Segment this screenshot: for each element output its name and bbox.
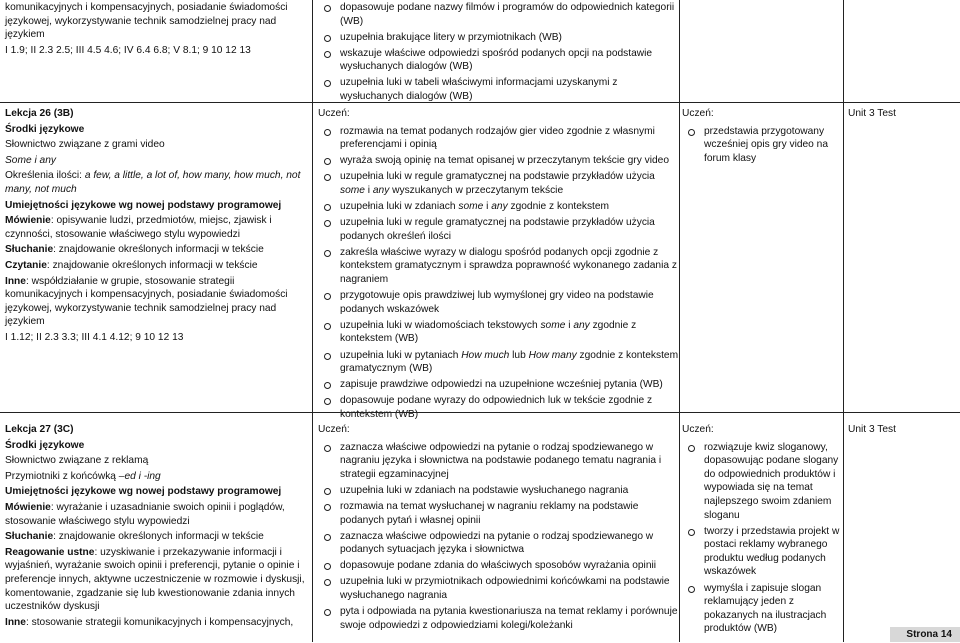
list-item: uzupełnia luki w pytaniach How much lub How many zgodnie z kontekstem gramatycznym (WB) xyxy=(318,349,680,376)
list-item: dopasowuje podane wyrazy do odpowiednich luk w tekście zgodnie z kontekstem (WB) xyxy=(318,394,680,421)
student-label: Uczeń: xyxy=(682,424,714,435)
unit-test: Unit 3 Test xyxy=(848,424,896,435)
reading-desc: : znajdowanie określonych informacji w tekście xyxy=(46,259,258,271)
student-label: Uczeń: xyxy=(318,108,350,119)
speaking-label: Mówienie xyxy=(5,501,51,513)
list-item: przygotowuje opis prawdziwej lub wymyślonej gry video na podstawie podanych wskazówek xyxy=(318,289,680,316)
reacting-text xyxy=(5,546,305,614)
reading-label: Czytanie xyxy=(5,259,47,271)
column-divider xyxy=(679,0,680,642)
quantifiers-lead: Określenia ilości: xyxy=(5,170,85,182)
table-row xyxy=(0,102,960,420)
list-item: uzupełnia luki w wiadomościach tekstowych some i any zgodnie z kontekstem (WB) xyxy=(318,319,680,346)
list-item: wymyśla i zapisuje slogan reklamujący jeden z pokazanych na ilustracjach produktów (WB) xyxy=(682,582,840,636)
other-text xyxy=(5,616,305,630)
unit-test: Unit 3 Test xyxy=(848,108,896,119)
listening-desc: : znajdowanie określonych informacji w tekście xyxy=(53,244,264,256)
extended-objectives-cell xyxy=(682,423,840,638)
list-item: wyraża swoją opinię na temat opisanej w przeczytanym tekście gry video xyxy=(318,154,680,168)
section-heading: Środki językowe xyxy=(5,439,85,451)
grammar-suffixes: –ed i -ing xyxy=(118,470,161,482)
listening-text xyxy=(5,530,305,544)
grammar-lead: Przymiotniki z końcówką xyxy=(5,470,119,482)
list-item: uzupełnia luki w regule gramatycznej na podstawie przykładów użycia podanych określeń ilości xyxy=(318,216,680,243)
list-item: zakreśla właściwe wyrazy w dialogu spośród podanych opcji zgodnie z kontekstem gramatycznym i sprawdza poprawność wykonanego zadania z nagraniem xyxy=(318,246,680,287)
list-item: przedstawia przygotowany wcześniej opis gry video na forum klasy xyxy=(682,125,840,166)
page-number: Strona 14 xyxy=(890,627,960,642)
vocabulary-text: Słownictwo związane z reklamą xyxy=(5,455,149,467)
speaking-text xyxy=(5,214,305,241)
other-desc: : współdziałanie w grupie, stosowanie strategii komunikacyjnych i kompensacyjnych, posiadanie świadomości językowej, wykorzystywanie technik samodzielnej pracy nad językiem xyxy=(5,275,288,328)
section-heading: Umiejętności językowe wg nowej podstawy programowej xyxy=(5,486,282,498)
objectives-list xyxy=(318,125,680,422)
list-item: uzupełnia luki w tabeli właściwymi informacjami uzyskanymi z wysłuchanych dialogów (WB) xyxy=(318,76,680,103)
assessment-cell xyxy=(848,107,956,123)
speaking-desc: : wyrażanie i uzasadnianie swoich opinii i poglądów, stosowanie właściwego stylu wypowiedzi xyxy=(5,501,285,527)
other-text xyxy=(5,275,305,329)
list-item: dopasowuje podane nazwy filmów i programów do odpowiednich kategorii (WB) xyxy=(318,1,680,28)
column-divider xyxy=(843,0,844,642)
list-item: uzupełnia brakujące litery w przymiotnikach (WB) xyxy=(318,31,680,45)
column-divider xyxy=(312,0,313,642)
reacting-desc: : uzyskiwanie i przekazywanie informacji i wyjaśnień, wyrażanie swoich opinii i preferencji, pytanie o opinie i preferencje innych, aktywne uczestniczenie w rozmowie i dyskusji, komentowanie, zgadzanie się lub kwestionowanie zdania innych uczestników dyskusji xyxy=(5,546,305,613)
listening-label: Słuchanie xyxy=(5,531,54,543)
list-item: wskazuje właściwe odpowiedzi spośród podanych opcji na podstawie wysłuchanych dialogów (WB) xyxy=(318,47,680,74)
listening-desc: : znajdowanie określonych informacji w tekście xyxy=(53,531,264,543)
skills-cell xyxy=(5,1,305,59)
assessment-cell xyxy=(848,423,956,439)
curriculum-refs: I 1.9; II 2.3 2.5; III 4.5 4.6; IV 6.4 6.8; V 8.1; 9 10 12 13 xyxy=(5,44,251,56)
objectives-cell xyxy=(318,423,680,635)
speaking-desc: : opisywanie ludzi, przedmiotów, miejsc, zjawisk i czynności, stosowanie właściwego stylu wypowiedzi xyxy=(5,215,272,240)
grammar-text: Some i any xyxy=(5,154,56,166)
other-skills-text: komunikacyjnych i kompensacyjnych, posiadanie świadomości językowej, wykorzystywanie technik samodzielnej pracy nad językiem xyxy=(5,2,288,41)
listening-text xyxy=(5,243,305,257)
list-item: pyta i odpowiada na pytania kwestionariusza na temat reklamy i porównuje swoje odpowiedzi z odpowiedziami kolegi/koleżanki xyxy=(318,605,680,632)
list-item: dopasowuje podane zdania do właściwych sposobów wyrażania opinii xyxy=(318,559,680,573)
other-desc: : stosowanie strategii komunikacyjnych i kompensacyjnych, xyxy=(25,616,294,628)
list-item: zapisuje prawdziwe odpowiedzi na uzupełnione wcześniej pytania (WB) xyxy=(318,378,680,392)
lesson-info-cell xyxy=(5,423,305,631)
vocabulary-text: Słownictwo związane z grami video xyxy=(5,139,165,151)
quantifiers-text xyxy=(5,169,305,196)
speaking-label: Mówienie xyxy=(5,215,51,227)
list-item: rozwiązuje kwiz sloganowy, dopasowując podane slogany do odpowiednich produktów i wypowiada się na temat najlepszego swoim zdaniem sloganu xyxy=(682,441,840,523)
lesson-title: Lekcja 26 (3B) xyxy=(5,108,74,119)
objectives-cell xyxy=(318,107,680,424)
lesson-info-cell xyxy=(5,107,305,347)
list-item: uzupełnia luki w regule gramatycznej na podstawie przykładów użycia some i any wyszukanych w przeczytanym tekście xyxy=(318,170,680,197)
extended-objectives-cell xyxy=(682,107,840,168)
student-label: Uczeń: xyxy=(318,424,350,435)
list-item: tworzy i przedstawia projekt w postaci reklamy wybranego produktu według podanych wskazówek xyxy=(682,525,840,579)
listening-label: Słuchanie xyxy=(5,244,54,256)
reading-text xyxy=(5,259,305,273)
student-label: Uczeń: xyxy=(682,108,714,119)
quantifiers-list: a few, a little, a lot of, how many, how much, not many, not much xyxy=(5,170,301,195)
other-label: Inne xyxy=(5,275,26,287)
section-heading: Umiejętności językowe wg nowej podstawy programowej xyxy=(5,199,282,211)
table-row xyxy=(0,412,960,643)
section-heading: Środki językowe xyxy=(5,123,85,135)
reacting-label: Reagowanie ustne xyxy=(5,546,95,558)
table-row xyxy=(0,0,960,102)
grammar-text xyxy=(5,470,305,484)
list-item: rozmawia na temat wysłuchanej w nagraniu reklamy na podstawie podanych pytań i własnej opinii xyxy=(318,500,680,527)
objectives-cell xyxy=(318,1,680,106)
speaking-text xyxy=(5,501,305,528)
lesson-title: Lekcja 27 (3C) xyxy=(5,424,74,435)
list-item: uzupełnia luki w przymiotnikach odpowiednimi końcówkami na podstawie wysłuchanego nagrania xyxy=(318,575,680,602)
list-item: zaznacza właściwe odpowiedzi na pytanie o rodzaj spodziewanego w podanych sytuacjach języka i słownictwa xyxy=(318,530,680,557)
list-item: zaznacza właściwe odpowiedzi na pytanie o rodzaj spodziewanego w nagraniu języka i słownictwa na podstawie podanego tematu nagrania i strategii egzaminacyjnej xyxy=(318,441,680,482)
other-label: Inne xyxy=(5,616,26,628)
list-item: uzupełnia luki w zdaniach some i any zgodnie z kontekstem xyxy=(318,200,680,214)
list-item: uzupełnia luki w zdaniach na podstawie wysłuchanego nagrania xyxy=(318,484,680,498)
curriculum-refs: I 1.12; II 2.3 3.3; III 4.1 4.12; 9 10 12 13 xyxy=(5,331,184,343)
list-item: rozmawia na temat podanych rodzajów gier video zgodnie z własnymi preferencjami i opinią xyxy=(318,125,680,152)
